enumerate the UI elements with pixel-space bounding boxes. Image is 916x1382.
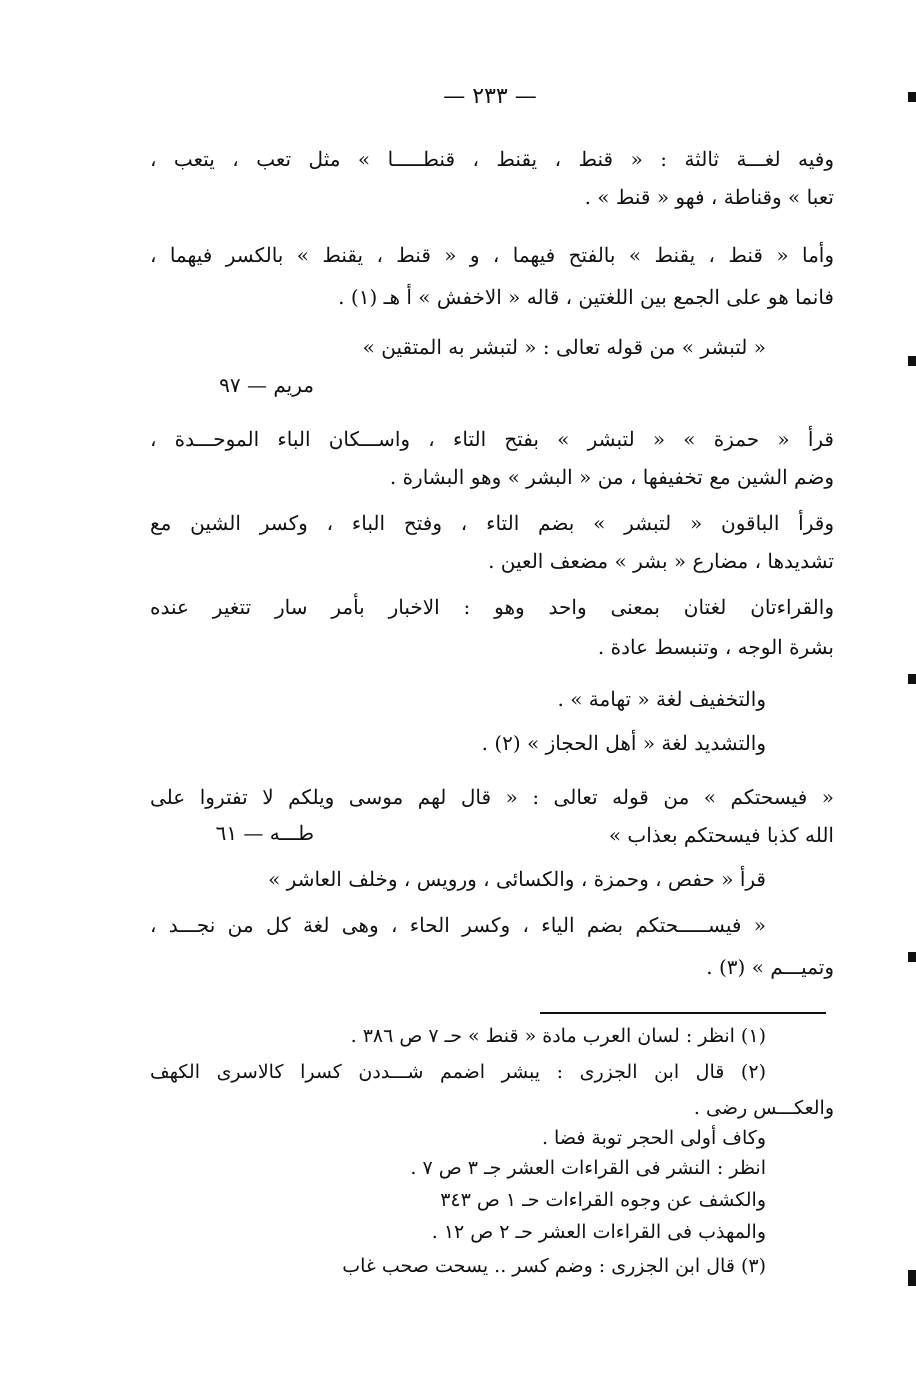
body-line: تشديدها ، مضارع « بشر » مضعف العين . xyxy=(488,549,834,573)
body-line: والتخفيف لغة « تهامة » . xyxy=(557,687,766,711)
body-line: والقراءتان لغتان بمعنى واحد وهو : الاخبار بأمر سار تتغير عنده xyxy=(150,595,834,619)
verse-citation: الله كذبا فيسحتكم بعذاب » xyxy=(608,823,834,847)
scan-edge-mark xyxy=(908,952,916,962)
scan-edge-mark xyxy=(908,674,916,684)
body-line: وضم الشين مع تخفيفها ، من « البشر » وهو البشارة . xyxy=(389,465,834,489)
scan-edge-mark xyxy=(908,356,916,366)
footnote: انظر : النشر فى القراءات العشر جـ ٣ ص ٧ . xyxy=(410,1157,766,1179)
body-line: بشرة الوجه ، وتنبسط عادة . xyxy=(597,635,834,659)
body-line: وقرأ الباقون « لتبشر » بضم التاء ، وفتح الباء ، وكسر الشين مع xyxy=(150,511,834,535)
footnote-separator xyxy=(540,1012,826,1014)
body-line: وتميـــم » (٣) . xyxy=(706,955,834,979)
footnote: والعكـــس رضى . xyxy=(693,1097,834,1119)
surah-reference: مريم — ٩٧ xyxy=(219,373,314,397)
footnote: (٢) قال ابن الجزرى : يبشر اضمم شـــددن كسرا كالاسرى الكهف xyxy=(150,1061,766,1083)
footnote: والمهذب فى القراءات العشر حـ ٢ ص ١٢ . xyxy=(431,1221,766,1243)
footnote: (١) انظر : لسان العرب مادة « قنط » حـ ٧ ص ٣٨٦ . xyxy=(350,1025,766,1047)
verse-citation: « لتبشر » من قوله تعالى : « لتبشر به المتقين » xyxy=(362,335,766,359)
scan-edge-mark xyxy=(908,1270,916,1286)
body-line: فانما هو على الجمع بين اللغتين ، قاله « الاخفش » أ هـ (١) . xyxy=(338,285,834,309)
body-line: والتشديد لغة « أهل الحجاز » (٢) . xyxy=(481,731,766,755)
surah-reference: طـــه — ٦١ xyxy=(215,821,314,845)
body-line: وأما « قنط ، يقنط » بالفتح فيهما ، و « قنط ، يقنط » بالكسر فيهما ، xyxy=(150,243,834,267)
verse-citation: « فيسحتكم » من قوله تعالى : « قال لهم موسى ويلكم لا تفتروا على xyxy=(150,785,834,809)
page-number: — ٢٣٣ — xyxy=(443,84,537,109)
scan-edge-mark xyxy=(908,92,916,102)
body-line: وفيه لغـــة ثالثة : « قنط ، يقنط ، قنطـــــا » مثل تعب ، يتعب ، xyxy=(150,147,834,171)
body-line: قرأ « حفص ، وحمزة ، والكسائى ، ورويس ، وخلف العاشر » xyxy=(268,867,766,891)
body-line: « فيســـــحتكم بضم الياء ، وكسر الحاء ، وهى لغة كل من نجـــد ، xyxy=(150,913,766,937)
footnote: وكاف أولى الحجر توبة فضا . xyxy=(541,1127,766,1149)
body-line: قرأ « حمزة » « لتبشر » بفتح التاء ، واســـكان الباء الموحـــدة ، xyxy=(150,427,834,451)
body-line: تعبا » وقناطة ، فهو « قنط » . xyxy=(584,185,834,209)
footnote: والكشف عن وجوه القراءات حـ ١ ص ٣٤٣ xyxy=(440,1189,766,1211)
footnote: (٣) قال ابن الجزرى : وضم كسر .. يسحت صحب غاب xyxy=(342,1255,766,1277)
